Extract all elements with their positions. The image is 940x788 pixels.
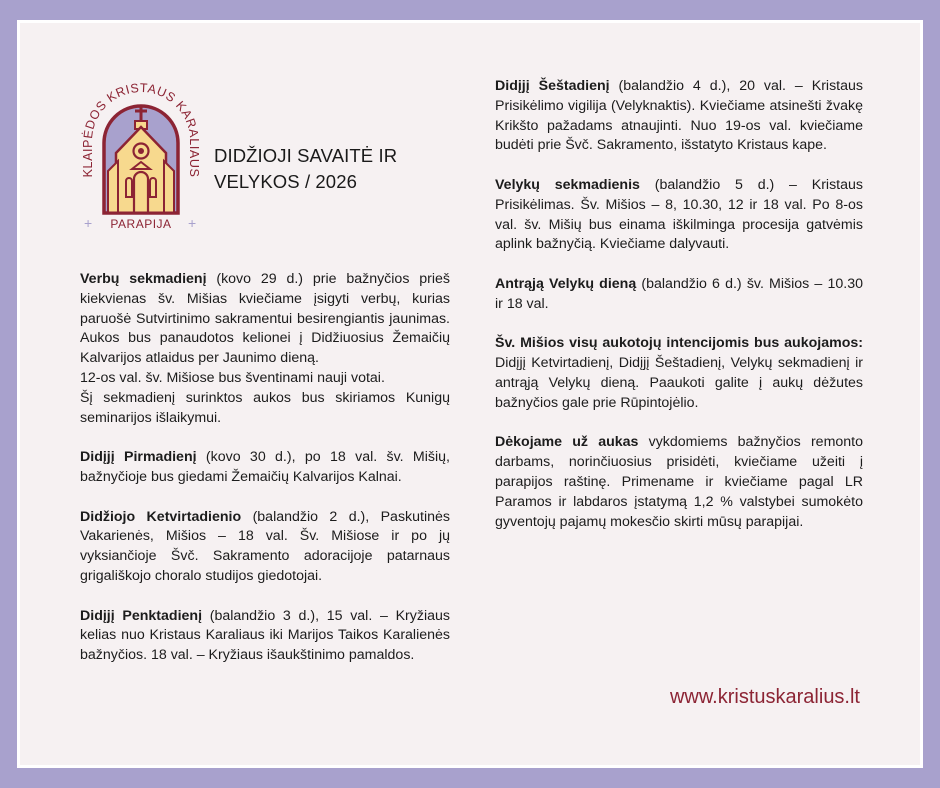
left-column (80, 270, 450, 686)
easter-sunday-text: (balandžio 5 d.) – Kristaus Prisikėlimas. Šv. Mišios – 8, 10.30, 12 ir 18 val. Po 8-os val. šv. Mišių bus einama iškilminga procesija gatvėmis aplink bažnyčią. Kviečiame dalyvauti. (495, 176, 863, 253)
good-friday-text: (balandžio 3 d.), 15 val. – Kryžiaus kelias nuo Kristaus Karaliaus iki Marijos Taikos Karalienės bažnyčios. 18 val. – Kryžiaus išaukštinimo pamaldos. (80, 607, 450, 664)
poster-panel (20, 23, 920, 765)
easter-sunday-heading: Velykų sekmadienis (495, 176, 640, 193)
donations-heading: Dėkojame už aukas (495, 434, 639, 451)
title-line-1: DIDŽIOJI SAVAITĖ IR (214, 145, 398, 166)
intentions-text: Didįjį Ketvirtadienį, Didįjį Šeštadienį, Velykų sekmadienį ir antrąją Velykų dieną. Paaukoti galite į aukų dėžutes bažnyčios gale prie Rūpintojėlio. (495, 355, 863, 411)
votive-note: 12-os val. šv. Mišiose bus šventinami nauji votai. (80, 369, 385, 386)
parish-logo (76, 71, 206, 241)
holy-saturday-heading: Didįjį Šeštadienį (495, 78, 610, 94)
logo-bottom-text: PARAPIJA (110, 217, 172, 231)
poster-frame (17, 20, 923, 768)
donations-paragraph (495, 433, 863, 532)
holy-monday-text: (kovo 30 d.), po 18 val. šv. Mišių, bažnyčioje bus giedami Žemaičių Kalvarijos Kalnai. (80, 449, 450, 485)
palm-sunday-heading: Verbų sekmadienį (80, 271, 207, 287)
plus-right-icon: + (188, 215, 197, 231)
holy-thursday-heading: Didžiojo Ketvirtadienio (80, 508, 242, 525)
holy-saturday-paragraph (495, 77, 863, 156)
holy-monday-heading: Didįjį Pirmadienį (80, 449, 197, 466)
holy-thursday-text: (balandžio 2 d.), Paskutinės Vakarienės, Mišios – 18 val. Šv. Mišiose ir po jų vyksiančioje Švč. Sakramento adoracijoje patarnaus grigališkojo choralo studijos giedotojai. (80, 508, 450, 584)
palm-sunday-text: (kovo 29 d.) prie bažnyčios prieš kiekvienas šv. Mišias kviečiame įsigyti verbų, kurias paruošė Sutvirtinimo sakramentui besirengiantis jaunimas. Aukos bus panaudotos kelionei į Didžiuosius Žemaičių Kalvarijos atlaidus per Jaunimo dieną. (80, 271, 450, 367)
easter-sunday-paragraph (495, 176, 863, 255)
logo-arc-text: KLAIPĖDOS KRISTAUS KARALIAUS (80, 80, 202, 178)
palm-sunday-paragraph (80, 270, 450, 369)
donations-text: vykdomiems bažnyčios remonto darbams, norinčiuosius prisidėti, kviečiame užeiti į parapijos raštinę. Primename ir kviečiame pagal LR Paramos ir labdaros įstatymą 1,2 % valstybei sumokėto gyventojų pajamų mokesčio skirti mūsų parapijai. (495, 434, 863, 530)
easter-monday-text: (balandžio 6 d.) šv. Mišios – 10.30 ir 18 val. (495, 275, 863, 312)
website-link[interactable]: www.kristuskaralius.lt (669, 686, 860, 708)
holy-thursday-paragraph (80, 508, 450, 587)
intentions-paragraph (495, 334, 863, 413)
title-line-2: VELYKOS / 2026 (214, 171, 357, 192)
intentions-heading: Šv. Mišios visų aukotojų intencijomis bus aukojamos: (495, 335, 863, 352)
holy-monday-paragraph (80, 448, 450, 488)
good-friday-paragraph (80, 607, 450, 666)
right-column (495, 77, 863, 552)
holy-saturday-text: (balandžio 4 d.), 20 val. – Kristaus Prisikėlimo vigilija (Velyknaktis). Kviečiame atsinešti žvakę Krikšto pažadams atnaujinti. Nuo 19-os val. kviečiame budėti prie Švč. Sakramento, išstatyto Kristaus kape. (495, 78, 863, 154)
easter-monday-paragraph (495, 275, 863, 315)
good-friday-heading: Didįjį Penktadienį (80, 607, 203, 624)
plus-left-icon: + (84, 215, 93, 231)
seminary-note: Šį sekmadienį surinktos aukos bus skiriamos Kunigų seminarijos išlaikymui. (80, 389, 450, 426)
easter-monday-heading: Antrąją Velykų dieną (495, 275, 637, 292)
page-title (214, 143, 397, 195)
